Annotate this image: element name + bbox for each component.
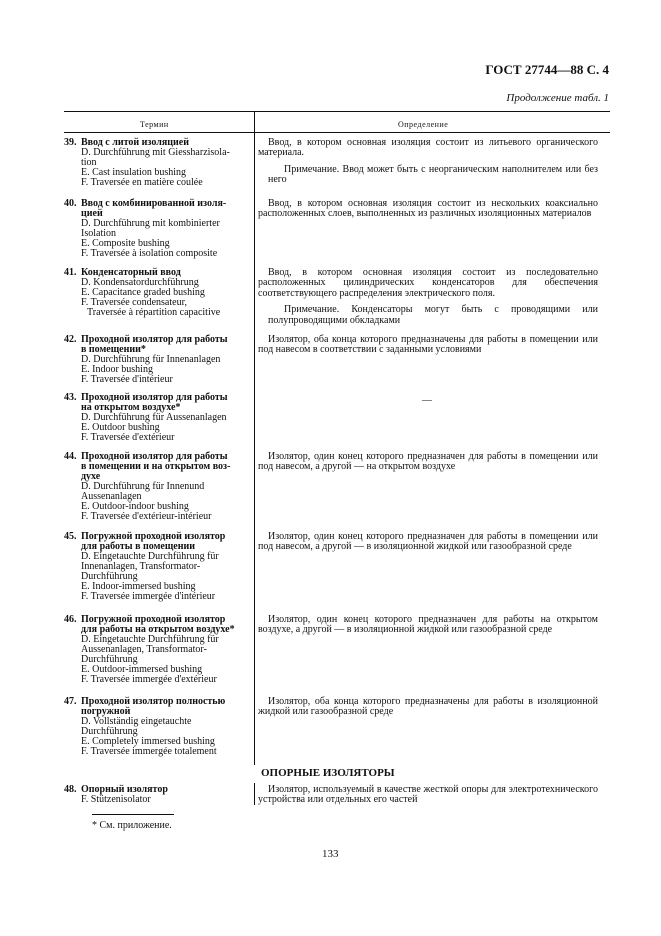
term-translation-line: Durchführung <box>81 571 138 582</box>
term-translation-line: D. Durchführung mit Giessharzisola- <box>81 147 230 158</box>
term-translation-line: Aussenanlagen, Transformator- <box>81 644 207 655</box>
term-title-text: Проходной изолятор для работы <box>81 392 228 403</box>
column-header-term: Термин <box>140 120 169 129</box>
term-translation-line: D. Eingetauchte Durchführung für <box>81 551 219 562</box>
term-translation-line: F. Traversée à isolation composite <box>81 248 218 259</box>
term-translation-line: F. Traversée en matière coulée <box>81 177 203 188</box>
term-number: 40. <box>64 198 77 209</box>
term-translation-line: E. Outdoor-immersed bushing <box>81 664 203 675</box>
table-header-rule <box>64 132 610 133</box>
term-translation-line: F. Stützenisolator <box>81 794 151 805</box>
term-translation-line: Durchführung <box>81 726 138 737</box>
term-title-text: на открытом воздухе* <box>81 402 181 413</box>
term-title-text: Проходной изолятор полностью <box>81 696 226 707</box>
definition-39 <box>258 138 598 186</box>
definition-48 <box>258 785 598 806</box>
term-translation-line: E. Capacitance graded bushing <box>81 287 205 298</box>
term-translation-line: D. Kondensatordurchführung <box>81 277 199 288</box>
document-id: ГОСТ 27744—88 С. 4 <box>485 62 609 77</box>
term-title-text: Ввод с литой изоляцией <box>81 137 189 148</box>
term-title-text: Проходной изолятор для работы <box>81 334 228 345</box>
term-title-text: Погружной проходной изолятор <box>81 614 226 625</box>
term-44 <box>64 452 250 522</box>
term-translation-line: Aussenanlagen <box>81 491 142 502</box>
definition-41 <box>258 268 598 326</box>
term-43 <box>64 393 250 443</box>
term-translation-line: Durchführung <box>81 654 138 665</box>
definition-text: Изолятор, используемый в качестве жесткой опоры для электротехнического устройства или отдельных его частей <box>258 784 598 806</box>
definition-47 <box>258 697 598 718</box>
term-translation-line: E. Indoor bushing <box>81 364 153 375</box>
definition-text: Изолятор, один конец которого предназначен для работы на открытом воздухе, а другой — в изоляционной жидкой или газообразной среде <box>258 614 598 636</box>
term-translation-line: D. Durchführung für Innenanlagen <box>81 354 221 365</box>
term-translation-line: E. Completely immersed bushing <box>81 736 215 747</box>
term-number: 45. <box>64 531 77 542</box>
term-number: 41. <box>64 267 77 278</box>
term-title-text: для работы в помещении <box>81 541 195 552</box>
term-title-text: духе <box>81 471 101 482</box>
term-translation-line: F. Traversée condensateur, <box>81 297 187 308</box>
term-45 <box>64 532 250 602</box>
term-translation-line: E. Outdoor bushing <box>81 422 160 433</box>
term-translation-line: D. Eingetauchte Durchführung für <box>81 634 219 645</box>
section-title: ОПОРНЫЕ ИЗОЛЯТОРЫ <box>261 767 395 779</box>
term-translation-line: F. Traversée immergée totalement <box>81 746 217 757</box>
term-translation-line: Innenanlagen, Transformator- <box>81 561 201 572</box>
table-continuation-label: Продолжение табл. 1 <box>506 92 609 104</box>
footnote-rule <box>92 814 174 815</box>
column-header-definition: Определение <box>398 120 449 129</box>
term-translation-line: D. Vollständig eingetauchte <box>81 716 192 727</box>
page-number: 133 <box>322 848 339 860</box>
term-title-text: Проходной изолятор для работы <box>81 451 228 462</box>
term-translation-line: D. Durchführung für Innenund <box>81 481 205 492</box>
term-translation-line: tion <box>81 157 97 168</box>
term-number: 42. <box>64 334 77 345</box>
definition-note: Примечание. Конденсаторы могут быть с проводящими или полупроводящими обкладками <box>268 304 598 326</box>
term-40 <box>64 199 250 259</box>
term-46 <box>64 615 250 685</box>
definition-43: — <box>422 395 432 406</box>
term-title-text: в помещении и на открытом воз- <box>81 461 231 472</box>
term-number: 48. <box>64 784 77 795</box>
definition-text: Ввод, в котором основная изоляция состоит из последовательно расположенных цилиндрических конденсаторов для обеспечения соответствующего распределения электрического поля. <box>258 267 598 299</box>
term-39 <box>64 138 250 188</box>
term-translation-line: Traversée à répartition capacitive <box>87 307 221 318</box>
term-41 <box>64 268 250 318</box>
term-translation-line: E. Outdoor-indoor bushing <box>81 501 189 512</box>
term-translation-line: E. Cast insulation bushing <box>81 167 186 178</box>
term-translation-line: D. Durchführung mit kombinierter <box>81 218 220 229</box>
term-translation-line: E. Composite bushing <box>81 238 170 249</box>
column-divider-lower <box>254 783 255 805</box>
definition-46 <box>258 615 598 636</box>
term-translation-line: F. Traversée d'extérieur-intérieur <box>81 511 212 522</box>
definition-42 <box>258 335 598 356</box>
term-number: 39. <box>64 137 77 148</box>
definition-text: Изолятор, один конец которого предназначен для работы в помещении или под навесом, а другой — в изоляционной жидкой или газообразной среде <box>258 531 598 553</box>
definition-40 <box>258 199 598 220</box>
term-translation-line: E. Indoor-immersed bushing <box>81 581 196 592</box>
term-translation-line: Isolation <box>81 228 116 239</box>
term-translation-line: D. Durchführung für Aussenanlagen <box>81 412 227 423</box>
term-translation-line: F. Traversée immergée d'extérieur <box>81 674 217 685</box>
definition-text: Изолятор, оба конца которого предназначены для работы в помещении или под навесом в соответствии с заданными условиями <box>258 334 598 356</box>
definition-text: Изолятор, один конец которого предназначен для работы в помещении или под навесом, а другой — на открытом воздухе <box>258 451 598 473</box>
term-48 <box>64 785 250 805</box>
term-number: 47. <box>64 696 77 707</box>
term-translation-line: F. Traversée immergée d'intérieur <box>81 591 216 602</box>
definition-text: Изолятор, оба конца которого предназначены для работы в изоляционной жидкой или газообразной среде <box>258 696 598 718</box>
term-title-text: цией <box>81 208 103 219</box>
term-title-text: для работы на открытом воздухе* <box>81 624 235 635</box>
term-title-text: погружной <box>81 706 131 717</box>
term-42 <box>64 335 250 385</box>
definition-45 <box>258 532 598 553</box>
definition-note: Примечание. Ввод может быть с неорганическим наполнителем или без него <box>268 163 598 186</box>
term-title-text: Погружной проходной изолятор <box>81 531 226 542</box>
term-number: 43. <box>64 392 77 403</box>
term-title-text: в помещении* <box>81 344 146 355</box>
footnote: * См. приложение. <box>92 820 172 831</box>
term-number: 44. <box>64 451 77 462</box>
definition-text: Ввод, в котором основная изоляция состоит из нескольких коаксиально расположенных слоев, выполненных из различных изоляционных материалов <box>258 198 598 220</box>
definition-44 <box>258 452 598 473</box>
term-number: 46. <box>64 614 77 625</box>
term-47 <box>64 697 250 757</box>
term-title-text: Опорный изолятор <box>81 784 168 795</box>
term-translation-line: F. Traversée d'intérieur <box>81 374 173 385</box>
term-translation-line: F. Traversée d'extérieur <box>81 432 175 443</box>
term-title-text: Ввод с комбинированной изоля- <box>81 198 227 209</box>
column-divider <box>254 111 255 765</box>
table-top-rule <box>64 111 610 112</box>
term-title-text: Конденсаторный ввод <box>81 267 181 278</box>
definition-text: Ввод, в котором основная изоляция состоит из литьевого органического материала. <box>258 137 598 159</box>
